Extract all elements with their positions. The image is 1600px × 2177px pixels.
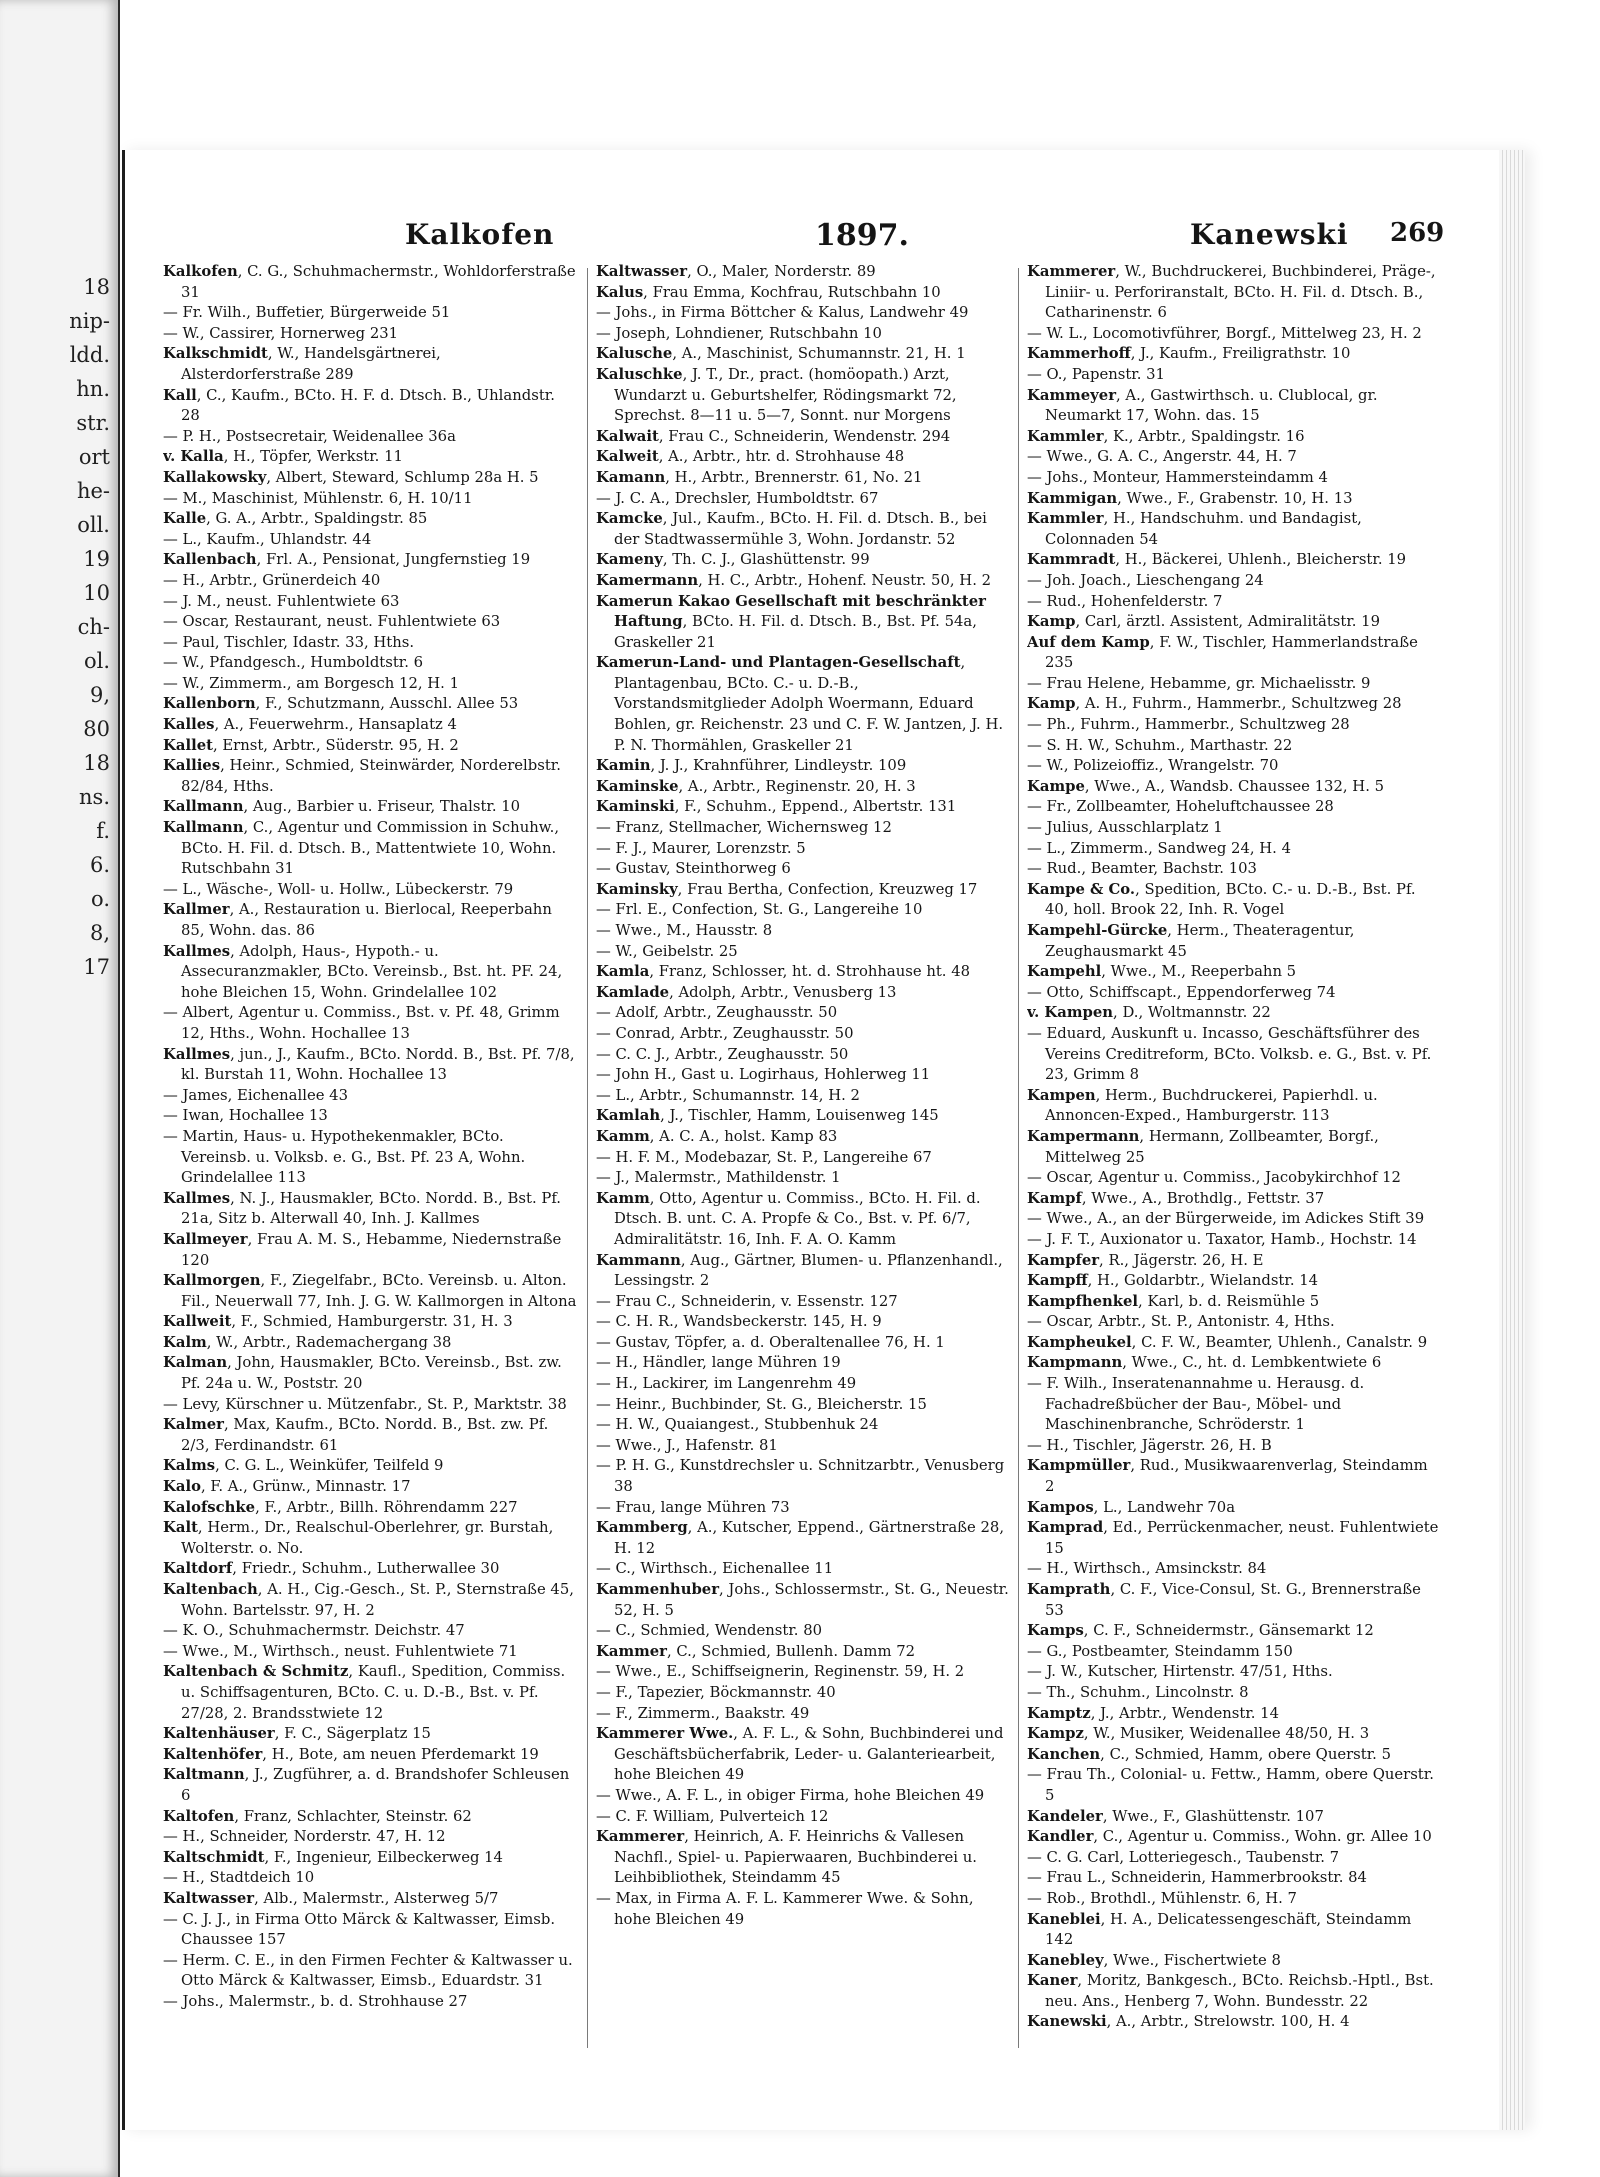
previous-page-fragment: ns. (79, 785, 110, 809)
directory-entry: — Heinr., Buchbinder, St. G., Bleicherstr. 15 (596, 1395, 927, 1413)
directory-entry: Auf dem Kamp, F. W., Tischler, Hammerlandstraße 235 (1027, 633, 1418, 672)
previous-page-fragment: 80 (83, 717, 110, 741)
directory-entry: Kanchen, C., Schmied, Hamm, obere Querstr. 5 (1027, 1745, 1391, 1763)
directory-entry: — H. F. M., Modebazar, St. P., Langereihe 67 (596, 1148, 932, 1166)
previous-page-fragment: ldd. (69, 343, 110, 367)
directory-entry: Kallet, Ernst, Arbtr., Süderstr. 95, H. 2 (163, 736, 459, 754)
directory-entry: Kamptz, J., Arbtr., Wendenstr. 14 (1027, 1704, 1280, 1722)
directory-entry: — Franz, Stellmacher, Wichernsweg 12 (596, 819, 892, 837)
directory-entry: Kamprad, Ed., Perrückenmacher, neust. Fuhlentwiete 15 (1027, 1519, 1439, 1557)
directory-entry: — J. M., neust. Fuhlentwiete 63 (163, 592, 400, 610)
directory-entry: v. Kampen, D., Woltmannstr. 22 (1027, 1004, 1271, 1022)
directory-entry: — Frau C., Schneiderin, v. Essenstr. 127 (596, 1292, 898, 1310)
directory-entry: — Joh. Joach., Lieschengang 24 (1027, 571, 1264, 589)
directory-entry: Kalwait, Frau C., Schneiderin, Wendenstr. 294 (596, 427, 951, 445)
directory-entry: — Wwe., A., an der Bürgerweide, im Adickes Stift 39 (1027, 1210, 1425, 1228)
directory-entry: Kammradt, H., Bäckerei, Uhlenh., Bleicherstr. 19 (1027, 551, 1407, 569)
directory-entry: — G., Postbeamter, Steindamm 150 (1027, 1642, 1293, 1660)
column-2 (596, 262, 1010, 2062)
directory-entry: — W., Pfandgesch., Humboldtstr. 6 (163, 654, 424, 672)
directory-entry: Kaltwasser, O., Maler, Norderstr. 89 (596, 263, 876, 280)
page-number: 269 (1390, 218, 1445, 248)
directory-entry: Kallmann, C., Agentur und Commission in Schuhw., BCto. H. Fil. d. Dtsch. B., Mattentwiete 10, Wohn. Rutschbahn 31 (163, 819, 560, 878)
directory-entry: Kammler, K., Arbtr., Spaldingstr. 16 (1027, 427, 1305, 445)
directory-entry: Kamp, A. H., Fuhrm., Hammerbr., Schultzweg 28 (1027, 695, 1402, 713)
directory-entry: — L., Wäsche-, Woll- u. Hollw., Lübeckerstr. 79 (163, 880, 514, 898)
directory-entry: Kamp, Carl, ärztl. Assistent, Admiralitätstr. 19 (1027, 613, 1380, 631)
directory-entry: Kamin, J. J., Krahnführer, Lindleystr. 109 (596, 757, 907, 775)
directory-entry: Kampheukel, C. F. W., Beamter, Uhlenh., Canalstr. 9 (1027, 1333, 1428, 1351)
previous-page-fragment: 18 (83, 751, 110, 775)
header-first-entry: Kalkofen (405, 218, 555, 251)
directory-entry: v. Kalla, H., Töpfer, Werkstr. 11 (163, 448, 403, 466)
directory-entry: Kaltdorf, Friedr., Schuhm., Lutherwallee 30 (163, 1560, 500, 1578)
directory-entry: Kallmeyer, Frau A. M. S., Hebamme, Niedernstraße 120 (163, 1230, 562, 1269)
previous-page-fragment: ort (78, 445, 110, 469)
directory-entry: Kallmes, Adolph, Haus-, Hypoth.- u. Assecuranzmakler, BCto. Vereinsb., Bst. ht. PF. 24, hohe Bleichen 15, Wohn. Grindelallee 102 (163, 942, 563, 1001)
directory-entry: Kanebley, Wwe., Fischertwiete 8 (1027, 1951, 1281, 1969)
directory-entry: — W., Zimmerm., am Borgesch 12, H. 1 (163, 674, 459, 692)
directory-entry: — Gustav, Steinthorweg 6 (596, 860, 791, 878)
directory-entry: — Iwan, Hochallee 13 (163, 1107, 328, 1125)
previous-page-fragment: oll. (77, 513, 110, 537)
directory-entry: Kanewski, A., Arbtr., Strelowstr. 100, H. 4 (1027, 2013, 1350, 2031)
directory-entry: — W., Geibelstr. 25 (596, 942, 738, 960)
page-stack-edge (1499, 150, 1525, 2130)
directory-entry: Kammerer, Heinrich, A. F. Heinrichs & Vallesen Nachfl., Spiel- u. Papierwaaren, Buchbinderei u. Leihbibliothek, Steindamm 45 (596, 1828, 977, 1887)
directory-entry: — Oscar, Arbtr., St. P., Antonistr. 4, Hths. (1027, 1313, 1335, 1331)
directory-entry: Kammer, C., Schmied, Bullenh. Damm 72 (596, 1642, 916, 1660)
directory-entry: Kammerhoff, J., Kaufm., Freiligrathstr. 10 (1027, 345, 1351, 363)
directory-entry: — Martin, Haus- u. Hypothekenmakler, BCto. Vereinsb. u. Volksb. e. G., Bst. Pf. 23 A, Wohn. Grindelallee 113 (163, 1127, 526, 1187)
directory-entry: — Wwe., E., Schiffseignerin, Reginenstr. 59, H. 2 (596, 1663, 965, 1681)
directory-entry: Kampz, W., Musiker, Weidenallee 48/50, H. 3 (1027, 1725, 1370, 1743)
directory-entry: — Wwe., G. A. C., Angerstr. 44, H. 7 (1027, 448, 1297, 466)
directory-entry: — Wwe., J., Hafenstr. 81 (596, 1436, 778, 1454)
directory-entry: Kammerer Wwe., A. F. L., & Sohn, Buchbinderei und Geschäftsbücherfabrik, Leder- u. Galanteriearbeit, hohe Bleichen 49 (596, 1725, 1004, 1784)
previous-page-fragment: 10 (83, 581, 110, 605)
directory-entry: — Frau Helene, Hebamme, gr. Michaelisstr. 9 (1027, 674, 1371, 692)
directory-entry: Kallakowsky, Albert, Steward, Schlump 28a H. 5 (163, 468, 539, 486)
directory-entry: Kaltenhöfer, H., Bote, am neuen Pferdemarkt 19 (163, 1745, 539, 1763)
directory-entry: Kampehl-Gürcke, Herm., Theateragentur, Zeughausmarkt 45 (1027, 922, 1355, 960)
directory-entry: — Herm. C. E., in den Firmen Fechter & Kaltwasser u. Otto Märck & Kaltwasser, Eimsb., Eduardstr. 31 (163, 1951, 573, 1990)
directory-entry: Kamermann, H. C., Arbtr., Hohenf. Neustr. 50, H. 2 (596, 571, 992, 589)
directory-entry: Kampfhenkel, Karl, b. d. Reismühle 5 (1027, 1292, 1320, 1310)
directory-entry: — J. W., Kutscher, Hirtenstr. 47/51, Hths. (1027, 1663, 1333, 1681)
directory-entry: — Albert, Agentur u. Commiss., Bst. v. Pf. 48, Grimm 12, Hths., Wohn. Hochallee 13 (163, 1004, 560, 1042)
directory-entry: Kallmann, Aug., Barbier u. Friseur, Thalstr. 10 (163, 798, 521, 816)
directory-entry: Kampff, H., Goldarbtr., Wielandstr. 14 (1027, 1272, 1319, 1290)
directory-entry: — S. H. W., Schuhm., Marthastr. 22 (1027, 736, 1293, 754)
directory-entry: Kammler, H., Handschuhm. und Bandagist, Colonnaden 54 (1027, 510, 1362, 548)
directory-entry: — Oscar, Restaurant, neust. Fuhlentwiete 63 (163, 613, 501, 631)
directory-entry: Kaltwasser, Alb., Malermstr., Alsterweg 5/7 (163, 1889, 499, 1907)
previous-page-fragment: hn. (76, 377, 110, 401)
directory-entry: Kamm, A. C. A., holst. Kamp 83 (596, 1127, 838, 1145)
previous-page-fragment: 19 (83, 547, 110, 571)
directory-page (122, 150, 1525, 2130)
directory-entry: — M., Maschinist, Mühlenstr. 6, H. 10/11 (163, 489, 473, 507)
directory-entry: Kall, C., Kaufm., BCto. H. F. d. Dtsch. B., Uhlandstr. 28 (163, 386, 555, 425)
directory-entry: — Johs., in Firma Böttcher & Kalus, Landwehr 49 (596, 304, 969, 322)
previous-page-edge (0, 0, 120, 2177)
directory-entry: Kalusche, A., Maschinist, Schumannstr. 21, H. 1 (596, 345, 966, 363)
directory-entry: Kampf, Wwe., A., Brothdlg., Fettstr. 37 (1027, 1189, 1325, 1207)
directory-entry: Kalm, W., Arbtr., Rademachergang 38 (163, 1333, 452, 1351)
directory-entry: Kampen, Herm., Buchdruckerei, Papierhdl. u. Annoncen-Exped., Hamburgerstr. 113 (1027, 1086, 1378, 1125)
directory-entry: — H., Händler, lange Mühren 19 (596, 1354, 841, 1372)
directory-entry: Kampe & Co., Spedition, BCto. C.- u. D.-B., Bst. Pf. 40, holl. Brook 22, Inh. R. Vogel (1027, 880, 1416, 919)
column-3 (1027, 262, 1441, 2062)
previous-page-fragment: nip- (69, 309, 110, 333)
directory-entry: — Adolf, Arbtr., Zeughausstr. 50 (596, 1004, 838, 1022)
header-last-entry: Kanewski (1190, 218, 1349, 251)
directory-entry: — Frau, lange Mühren 73 (596, 1498, 790, 1516)
directory-entry: — H., Wirthsch., Amsinckstr. 84 (1027, 1560, 1267, 1578)
directory-entry: — Ph., Fuhrm., Hammerbr., Schultzweg 28 (1027, 716, 1350, 734)
directory-entry: — C. F. William, Pulverteich 12 (596, 1807, 829, 1825)
directory-entry: — Rud., Hohenfelderstr. 7 (1027, 592, 1223, 610)
previous-page-fragment: 18 (83, 275, 110, 299)
directory-entry: Kampe, Wwe., A., Wandsb. Chaussee 132, H. 5 (1027, 777, 1385, 795)
directory-entry: — F., Zimmerm., Baakstr. 49 (596, 1704, 810, 1722)
previous-page-fragment: f. (96, 819, 110, 843)
directory-entry: — H., Schneider, Norderstr. 47, H. 12 (163, 1828, 446, 1846)
directory-entry: Kameny, Th. C. J., Glashüttenstr. 99 (596, 551, 870, 569)
directory-entry: Kamerun Kakao Gesellschaft mit beschränkter Haftung, BCto. H. Fil. d. Dtsch. B., Bst. Pf. 54a, Graskeller 21 (596, 592, 986, 651)
directory-entry: Kandeler, Wwe., F., Glashüttenstr. 107 (1027, 1807, 1324, 1825)
directory-entry: — Wwe., A. F. L., in obiger Firma, hohe Bleichen 49 (596, 1786, 985, 1804)
directory-entry: — C. C. J., Arbtr., Zeughausstr. 50 (596, 1045, 849, 1063)
previous-page-fragment: ol. (83, 649, 110, 673)
directory-entry: Kalle, G. A., Arbtr., Spaldingstr. 85 (163, 510, 428, 528)
directory-entry: — W., Cassirer, Hornerweg 231 (163, 324, 399, 342)
directory-entry: Kalweit, A., Arbtr., htr. d. Strohhause 48 (596, 448, 905, 466)
previous-page-fragment: 17 (83, 955, 110, 979)
directory-entry: — F., Tapezier, Böckmannstr. 40 (596, 1683, 836, 1701)
directory-entry: Kamprath, C. F., Vice-Consul, St. G., Brennerstraße 53 (1027, 1581, 1421, 1619)
directory-entry: — Gustav, Töpfer, a. d. Oberaltenallee 76, H. 1 (596, 1333, 945, 1351)
directory-entry: Kallenborn, F., Schutzmann, Ausschl. Allee 53 (163, 695, 519, 713)
directory-entry: — L., Kaufm., Uhlandstr. 44 (163, 530, 372, 548)
directory-entry: — Levy, Kürschner u. Mützenfabr., St. P., Marktstr. 38 (163, 1395, 567, 1413)
directory-entry: — Rud., Beamter, Bachstr. 103 (1027, 860, 1257, 878)
directory-entry: — Wwe., M., Wirthsch., neust. Fuhlentwiete 71 (163, 1642, 518, 1660)
directory-entry: Kandler, C., Agentur u. Commiss., Wohn. gr. Allee 10 (1027, 1828, 1432, 1846)
directory-entry: Kaner, Moritz, Bankgesch., BCto. Reichsb.-Hptl., Bst. neu. Ans., Henberg 7, Wohn. Bundesstr. 22 (1027, 1972, 1434, 2010)
directory-entry: Kampmüller, Rud., Musikwaarenverlag, Steindamm 2 (1027, 1457, 1428, 1496)
directory-entry: — F. J., Maurer, Lorenzstr. 5 (596, 839, 806, 857)
directory-entry: Kalmer, Max, Kaufm., BCto. Nordd. B., Bst. zw. Pf. 2/3, Ferdinandstr. 61 (163, 1416, 549, 1454)
directory-entry: — Otto, Schiffscapt., Eppendorferweg 74 (1027, 983, 1336, 1001)
previous-page-fragment: 9, (89, 683, 110, 707)
directory-entry: Kallmes, jun., J., Kaufm., BCto. Nordd. B., Bst. Pf. 7/8, kl. Burstah 11, Wohn. Hochallee 13 (163, 1045, 575, 1084)
directory-entry: Kallweit, F., Schmied, Hamburgerstr. 31, H. 3 (163, 1313, 513, 1331)
directory-entry: — C., Schmied, Wendenstr. 80 (596, 1622, 823, 1640)
directory-entry: — Fr., Zollbeamter, Hoheluftchaussee 28 (1027, 798, 1334, 816)
directory-entry: — Johs., Malermstr., b. d. Strohhause 27 (163, 1992, 468, 2010)
directory-entry: — Wwe., M., Hausstr. 8 (596, 922, 773, 939)
directory-entry: Kalkofen, C. G., Schuhmachermstr., Wohldorferstraße 31 (163, 263, 576, 301)
directory-entry: — Frl. E., Confection, St. G., Langereihe 10 (596, 901, 923, 919)
directory-entry: — H. W., Quaiangest., Stubbenhuk 24 (596, 1416, 879, 1434)
previous-page-fragment: o. (91, 887, 110, 911)
directory-entry: — Julius, Ausschlarplatz 1 (1027, 819, 1223, 837)
directory-entry: — Conrad, Arbtr., Zeughausstr. 50 (596, 1024, 854, 1042)
directory-entry: — H., Stadtdeich 10 (163, 1869, 315, 1887)
directory-entry: Kampehl, Wwe., M., Reeperbahn 5 (1027, 963, 1297, 981)
directory-entry: Kamlade, Adolph, Arbtr., Venusberg 13 (596, 983, 897, 1001)
directory-entry: — John H., Gast u. Logirhaus, Hohlerweg 11 (596, 1066, 931, 1084)
previous-page-fragment: str. (76, 411, 110, 435)
directory-entry: — Max, in Firma A. F. L. Kammerer Wwe. & Sohn, hohe Bleichen 49 (596, 1889, 974, 1928)
directory-entry: — Joseph, Lohndiener, Rutschbahn 10 (596, 324, 882, 342)
directory-entry: — Oscar, Agentur u. Commiss., Jacobykirchhof 12 (1027, 1169, 1401, 1187)
directory-entry: Kallmorgen, F., Ziegelfabr., BCto. Vereinsb. u. Alton. Fil., Neuerwall 77, Inh. J. G. W. Kallmorgen in Altona (163, 1272, 577, 1310)
directory-entry: — F. Wilh., Inseratenannahme u. Herausg. d. Fachadreßbücher der Bau-, Möbel- und Maschinenbranche, Schröderstr. 1 (1027, 1375, 1365, 1434)
directory-entry: — H., Lackirer, im Langenrehm 49 (596, 1375, 857, 1393)
previous-page-fragment: 6. (89, 853, 110, 877)
directory-entry: — L., Arbtr., Schumannstr. 14, H. 2 (596, 1086, 860, 1104)
directory-entry: — L., Zimmerm., Sandweg 24, H. 4 (1027, 839, 1292, 857)
directory-entry: — W., Polizeioffiz., Wrangelstr. 70 (1027, 757, 1279, 775)
directory-entry: — Rob., Brothdl., Mühlenstr. 6, H. 7 (1027, 1889, 1297, 1907)
directory-entry: Kalkschmidt, W., Handelsgärtnerei, Alsterdorferstraße 289 (163, 345, 441, 383)
directory-entry: Kalofschke, F., Arbtr., Billh. Röhrendamm 227 (163, 1498, 518, 1516)
directory-entry: Kammenhuber, Johs., Schlossermstr., St. G., Neuestr. 52, H. 5 (596, 1581, 1009, 1619)
directory-entry: — Frau Th., Colonial- u. Fettw., Hamm, obere Querstr. 5 (1027, 1766, 1434, 1804)
previous-page-fragment: ch- (77, 615, 110, 639)
directory-entry: Kaltofen, Franz, Schlachter, Steinstr. 62 (163, 1807, 472, 1825)
directory-entry: Kaneblei, H. A., Delicatessengeschäft, Steindamm 142 (1027, 1910, 1412, 1949)
directory-entry: — H., Tischler, Jägerstr. 26, H. B (1027, 1436, 1272, 1454)
directory-entry: Kalus, Frau Emma, Kochfrau, Rutschbahn 10 (596, 283, 941, 301)
directory-entry: Kaltenhäuser, F. C., Sägerplatz 15 (163, 1725, 431, 1743)
directory-entry: Kalles, A., Feuerwehrm., Hansaplatz 4 (163, 716, 457, 734)
directory-entry: Kalms, C. G. L., Weinküfer, Teilfeld 9 (163, 1457, 444, 1475)
previous-page-margin-text (0, 270, 110, 984)
directory-entry: — P. H. G., Kunstdrechsler u. Schnitzarbtr., Venusberg 38 (596, 1457, 1005, 1496)
running-header (155, 218, 1475, 264)
directory-entry: Kammeyer, A., Gastwirthsch. u. Clublocal, gr. Neumarkt 17, Wohn. das. 15 (1027, 386, 1378, 425)
directory-entry: — C., Wirthsch., Eichenallee 11 (596, 1560, 834, 1578)
directory-entry: — Fr. Wilh., Buffetier, Bürgerweide 51 (163, 304, 451, 322)
directory-entry: Kallmes, N. J., Hausmakler, BCto. Nordd. B., Bst. Pf. 21a, Sitz b. Alterwall 40, Inh. J. Kallmes (163, 1189, 561, 1228)
directory-entry: — C. G. Carl, Lotteriegesch., Taubenstr. 7 (1027, 1848, 1340, 1866)
directory-entry: Kamla, Franz, Schlosser, ht. d. Strohhause ht. 48 (596, 963, 971, 981)
directory-entry: Kammann, Aug., Gärtner, Blumen- u. Pflanzenhandl., Lessingstr. 2 (596, 1251, 1003, 1290)
directory-entry: — Eduard, Auskunft u. Incasso, Geschäftsführer des Vereins Creditreform, BCto. Volksb. e. G., Bst. v. Pf. 23, Grimm 8 (1027, 1024, 1432, 1084)
directory-entry: Kalo, F. A., Grünw., Minnastr. 17 (163, 1478, 411, 1496)
directory-entry: Kammerer, W., Buchdruckerei, Buchbinderei, Präge-, Liniir- u. Perforiranstalt, BCto. H. Fil. d. Dtsch. B., Catharinenstr. 6 (1027, 263, 1436, 322)
directory-entry: — J. C. A., Drechsler, Humboldtstr. 67 (596, 489, 879, 507)
directory-entry: Kaltenbach, A. H., Cig.-Gesch., St. P., Sternstraße 45, Wohn. Bartelsstr. 97, H. 2 (163, 1581, 574, 1619)
directory-entry: — Johs., Monteur, Hammersteindamm 4 (1027, 468, 1328, 486)
directory-entry: Kaminske, A., Arbtr., Reginenstr. 20, H. 3 (596, 777, 916, 795)
directory-entry: — Frau L., Schneiderin, Hammerbrookstr. 84 (1027, 1869, 1367, 1887)
directory-entry: Kaluschke, J. T., Dr., pract. (homöopath.) Arzt, Wundarzt u. Geburtshelfer, Rödingsmarkt 72, Sprechst. 8—11 u. 5—7, Sonnt. nur Morgens (596, 365, 957, 425)
directory-entry: Kamann, H., Arbtr., Brennerstr. 61, No. 21 (596, 468, 923, 486)
directory-entry: Kammigan, Wwe., F., Grabenstr. 10, H. 13 (1027, 489, 1353, 507)
directory-entry: Kamm, Otto, Agentur u. Commiss., BCto. H. Fil. d. Dtsch. B. unt. C. A. Propfe & Co., Bst. v. Pf. 6/7, Admiralitätstr. 16, Inh. F. A. O. Kamm (596, 1189, 981, 1248)
directory-entry: — O., Papenstr. 31 (1027, 365, 1165, 383)
directory-entry: Kammberg, A., Kutscher, Eppend., Gärtnerstraße 28, H. 12 (596, 1519, 1005, 1557)
directory-entry: — Th., Schuhm., Lincolnstr. 8 (1027, 1683, 1249, 1701)
directory-entry: Kallmer, A., Restauration u. Bierlocal, Reeperbahn 85, Wohn. das. 86 (163, 901, 552, 939)
column-divider (1018, 268, 1019, 2048)
directory-entry: — H., Arbtr., Grünerdeich 40 (163, 571, 381, 589)
directory-entry: — C. J. J., in Firma Otto Märck & Kaltwasser, Eimsb. Chaussee 157 (163, 1910, 556, 1949)
directory-entry: Kaltschmidt, F., Ingenieur, Eilbeckerweg 14 (163, 1848, 503, 1866)
directory-entry: Kamps, C. F., Schneidermstr., Gänsemarkt 12 (1027, 1622, 1374, 1640)
directory-entry: Kalman, John, Hausmakler, BCto. Vereinsb., Bst. zw. Pf. 24a u. W., Poststr. 20 (163, 1354, 562, 1393)
previous-page-fragment: he- (76, 479, 110, 503)
directory-entry: Kampermann, Hermann, Zollbeamter, Borgf., Mittelweg 25 (1027, 1127, 1379, 1166)
directory-entry: — J. F. T., Auxionator u. Taxator, Hamb., Hochstr. 14 (1027, 1230, 1417, 1248)
directory-entry: — Paul, Tischler, Idastr. 33, Hths. (163, 633, 415, 651)
previous-page-fragment: 8, (89, 921, 110, 945)
directory-entry: Kaminsky, Frau Bertha, Confection, Kreuzweg 17 (596, 880, 978, 898)
directory-entry: — P. H., Postsecretair, Weidenallee 36a (163, 427, 456, 445)
directory-entry: Kallenbach, Frl. A., Pensionat, Jungfernstieg 19 (163, 551, 531, 569)
column-1 (163, 262, 577, 2062)
directory-entry: Kaltenbach & Schmitz, Kaufl., Spedition, Commiss. u. Schiffsagenturen, BCto. C. u. D.-B., Bst. v. Pf. 27/28, 2. Brandsstwiete 12 (163, 1663, 566, 1722)
directory-entry: Kamlah, J., Tischler, Hamm, Louisenweg 145 (596, 1107, 939, 1125)
directory-entry: — K. O., Schuhmachermstr. Deichstr. 47 (163, 1622, 465, 1640)
directory-entry: Kampos, L., Landwehr 70a (1027, 1498, 1236, 1516)
directory-entry: Kamcke, Jul., Kaufm., BCto. H. Fil. d. Dtsch. B., bei der Stadtwassermühle 3, Wohn. Jordanstr. 52 (596, 510, 987, 548)
directory-entry: — J., Malermstr., Mathildenstr. 1 (596, 1169, 841, 1187)
directory-entry: Kalt, Herm., Dr., Realschul-Oberlehrer, gr. Burstah, Wolterstr. o. No. (163, 1519, 554, 1557)
directory-entry: — W. L., Locomotivführer, Borgf., Mittelweg 23, H. 2 (1027, 324, 1422, 342)
directory-entry: Kampfer, R., Jägerstr. 26, H. E (1027, 1251, 1264, 1269)
directory-entry: Kampmann, Wwe., C., ht. d. Lembkentwiete 6 (1027, 1354, 1382, 1372)
entry-columns (163, 262, 1473, 2062)
column-divider (587, 268, 588, 2048)
directory-entry: Kallies, Heinr., Schmied, Steinwärder, Norderelbstr. 82/84, Hths. (163, 757, 561, 795)
directory-entry: Kaltmann, J., Zugführer, a. d. Brandshofer Schleusen 6 (163, 1766, 570, 1804)
directory-entry: — James, Eichenallee 43 (163, 1086, 349, 1104)
directory-entry: Kamerun-Land- und Plantagen-Gesellschaft, Plantagenbau, BCto. C.- u. D.-B., Vorstandsmitglieder Adolph Woermann, Eduard Bohlen, gr. Reichenstr. 23 und C. F. W. Jantzen, J. H. P. N. Thormählen, Graskeller 21 (596, 654, 1004, 754)
directory-entry: Kaminski, F., Schuhm., Eppend., Albertstr. 131 (596, 798, 957, 816)
header-year: 1897. (815, 218, 909, 253)
directory-entry: — C. H. R., Wandsbeckerstr. 145, H. 9 (596, 1313, 882, 1331)
